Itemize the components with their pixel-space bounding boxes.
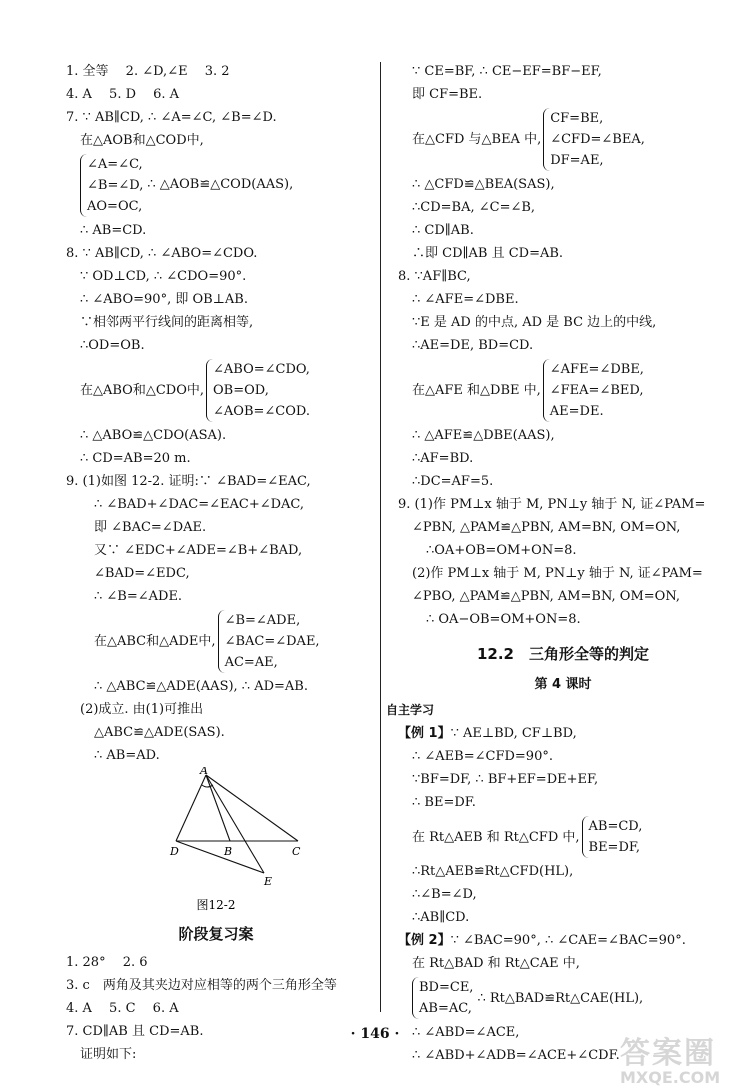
answer-line: 4. A 5. D 6. A (66, 87, 180, 102)
label-d: D (170, 845, 179, 858)
answer-line: (2)成立. 由(1)可推出 (80, 702, 204, 717)
answer-line: ∠PBN, △PAM≌△PBN, AM=BN, OM=ON, (412, 520, 681, 535)
column-divider (380, 62, 381, 1012)
system-line: AB=AC, (419, 1001, 472, 1016)
lesson-title: 第 4 课时 (534, 677, 592, 692)
equation-system (398, 977, 728, 1019)
system-line: ∠ABO=∠CDO, (213, 362, 310, 377)
system-line: CF=BE, (550, 111, 604, 126)
answer-line: ∵BF=DF, ∴ BF+EF=DE+EF, (412, 772, 599, 787)
brace (80, 154, 143, 217)
answer-line: 9. (1)如图 12-2. 证明:∵ ∠BAD=∠EAC, (66, 474, 311, 489)
system-lead: 在△ABC和△ADE中, (94, 634, 216, 649)
answer-line: ∴ ∠AFE=∠DBE. (412, 292, 519, 307)
equation-system (398, 108, 728, 171)
figure-12-2 (66, 767, 366, 917)
label-c: C (292, 845, 301, 858)
answer-line: ∵ CE=BF, ∴ CE−EF=BF−EF, (412, 64, 602, 79)
example-1-line (398, 722, 728, 745)
section-title: 12.2 三角形全等的判定 (476, 645, 649, 663)
answer-line: 在△AOB和△COD中, (80, 133, 204, 148)
brace (218, 610, 320, 673)
answer-line: ∵ OD⊥CD, ∴ ∠CDO=90°. (80, 269, 247, 284)
watermark-logo (620, 1028, 740, 1088)
system-line: ∠AFE=∠DBE, (549, 362, 644, 377)
label-a: A (200, 767, 208, 777)
brace (582, 816, 643, 858)
answer-line: ∴∠B=∠D, (412, 887, 477, 902)
answer-line: 3. c 两角及其夹边对应相等的两个三角形全等 (66, 978, 337, 993)
answer-line: ∴CD=BA, ∠C=∠B, (412, 200, 536, 215)
system-line: ∠B=∠D, (87, 178, 144, 193)
brace (543, 359, 644, 422)
system-line: AE=DE. (549, 404, 604, 419)
system-line: ∠FEA=∠BED, (549, 383, 644, 398)
answer-line: 8. ∵ AB∥CD, ∴ ∠ABO=∠CDO. (66, 246, 258, 261)
answer-line: ∴ △ABO≌△CDO(ASA). (80, 428, 227, 443)
equation-system (66, 359, 366, 422)
answer-line: 7. CD∥AB 且 CD=AB. (66, 1024, 204, 1039)
system-conclusion: ∴ △AOB≌△COD(AAS), (147, 177, 294, 192)
answer-line: 即 ∠BAC=∠DAE. (94, 520, 207, 535)
answer-line: 1. 全等 2. ∠D,∠E 3. 2 (66, 64, 230, 79)
system-line: DF=AE, (550, 153, 604, 168)
answer-line: 即 CF=BE. (412, 87, 483, 102)
angle-mark (202, 785, 213, 787)
equation-system (66, 610, 366, 673)
brace (206, 359, 310, 422)
answer-line: 在 Rt△BAD 和 Rt△CAE 中, (412, 956, 580, 971)
answer-line: 7. ∵ AB∥CD, ∴ ∠A=∠C, ∠B=∠D. (66, 110, 277, 125)
label-e: E (264, 875, 273, 888)
answer-line: 证明如下: (80, 1047, 137, 1062)
segment-de (176, 841, 264, 873)
answer-line: ∴AF=BD. (412, 451, 474, 466)
system-line: BD=CE, (419, 980, 474, 995)
example-2-tag: 【例 2】 (398, 933, 451, 948)
watermark-text: 答案圈 (620, 1036, 716, 1071)
equation-system (398, 816, 728, 858)
system-line: ∠B=∠ADE, (224, 613, 301, 628)
answer-line: ∵相邻两平行线间的距离相等, (80, 315, 254, 330)
answer-line: ∴ △CFD≌△BEA(SAS), (412, 177, 555, 192)
answer-line: (2)作 PM⊥x 轴于 M, PN⊥y 轴于 N, 证∠PAM= (412, 566, 703, 581)
answer-line: 8. ∵AF∥BC, (398, 269, 471, 284)
brace (543, 108, 645, 171)
brace (412, 977, 473, 1019)
answer-line: 又∵ ∠EDC+∠ADE=∠B+∠BAD, (94, 543, 303, 558)
answer-line: ∠PBO, △PAM≌△PBN, AM=BN, OM=ON, (412, 589, 680, 604)
answer-line: ∴ ∠B=∠ADE. (94, 589, 183, 604)
answer-line: ∴ CD=AB=20 m. (80, 451, 191, 466)
answer-line: ∴ ∠BAD+∠DAC=∠EAC+∠DAC, (94, 497, 305, 512)
answer-line: ∴ ∠ABD+∠ADB=∠ACE+∠CDF. (412, 1048, 620, 1063)
answer-line: ∴ ∠ABD=∠ACE, (412, 1025, 520, 1040)
answer-line: ∴AB∥CD. (412, 910, 470, 925)
system-line: ∠A=∠C, (87, 157, 143, 172)
answer-line: ∴AE=DE, BD=CD. (412, 338, 534, 353)
answer-line: ∴Rt△AEB≌Rt△CFD(HL), (412, 864, 574, 879)
segment-ac (206, 775, 298, 841)
answer-line: ∴ AB=CD. (80, 223, 147, 238)
segment-ab (176, 775, 206, 841)
answer-line: ∴ ∠AEB=∠CFD=90°. (412, 749, 553, 764)
segment-ab-inner (206, 775, 230, 841)
system-line: ∠BAC=∠DAE, (224, 634, 320, 649)
answer-line: ∴DC=AF=5. (412, 474, 494, 489)
example-2-text: ∵ ∠BAC=90°, ∴ ∠CAE=∠BAC=90°. (450, 933, 686, 948)
answer-line: ∠BAD=∠EDC, (94, 566, 190, 581)
answer-line: 4. A 5. C 6. A (66, 1001, 179, 1016)
answer-line: ∴ △AFE≌△DBE(AAS), (412, 428, 555, 443)
answer-line: ∴ BE=DF. (412, 795, 476, 810)
system-lead: 在△AFE 和△DBE 中, (412, 383, 541, 398)
answer-line: ∴ OA−OB=OM+ON=8. (426, 612, 581, 627)
equation-system (398, 359, 728, 422)
left-column (66, 60, 366, 1066)
answer-line: ∴ ∠ABO=90°, 即 OB⊥AB. (80, 292, 248, 307)
system-line: ∠AOB=∠COD. (213, 404, 310, 419)
answer-line: ∴OA+OB=OM+ON=8. (426, 543, 577, 558)
answer-line: ∴ △ABC≌△ADE(AAS), ∴ AD=AB. (94, 679, 308, 694)
system-line: AO=OC, (87, 199, 143, 214)
label-b: B (224, 845, 233, 858)
page-number: · 146 · (350, 1026, 400, 1042)
answer-line: 9. (1)作 PM⊥x 轴于 M, PN⊥y 轴于 N, 证∠PAM= (398, 497, 706, 512)
system-line: BE=DF, (588, 840, 641, 855)
right-column (386, 60, 728, 1067)
sub-title: 自主学习 (386, 703, 435, 717)
answer-line: 1. 28° 2. 6 (66, 955, 148, 970)
example-2-line (398, 929, 728, 952)
system-line: AB=CD, (588, 819, 643, 834)
equation-system (66, 154, 366, 217)
system-lead: 在 Rt△AEB 和 Rt△CFD 中, (412, 829, 580, 845)
system-line: ∠CFD=∠BEA, (550, 132, 645, 147)
answer-line: ∴ CD∥AB. (412, 223, 474, 238)
figure-caption: 图12-2 (196, 898, 236, 912)
answer-line: ∴OD=OB. (80, 338, 145, 353)
section-title-review: 阶段复习案 (178, 925, 254, 943)
answer-line: ∴ AB=AD. (94, 748, 160, 763)
system-conclusion: ∴ Rt△BAD≌Rt△CAE(HL), (477, 990, 644, 1006)
system-line: OB=OD, (213, 383, 269, 398)
system-lead: 在△CFD 与△BEA 中, (412, 132, 542, 147)
segment-ae (206, 775, 264, 873)
system-line: AC=AE, (224, 655, 278, 670)
answer-line: △ABC≌△ADE(SAS). (94, 725, 225, 740)
answer-line: ∴即 CD∥AB 且 CD=AB. (412, 246, 564, 261)
watermark-url: MXQE.COM (620, 1068, 721, 1087)
triangle-diagram (66, 767, 366, 917)
answer-line: ∵E 是 AD 的中点, AD 是 BC 边上的中线, (412, 315, 657, 330)
example-1-tag: 【例 1】 (398, 726, 451, 741)
system-lead: 在△ABO和△CDO中, (80, 383, 204, 398)
example-1-text: ∵ AE⊥BD, CF⊥BD, (450, 726, 577, 741)
